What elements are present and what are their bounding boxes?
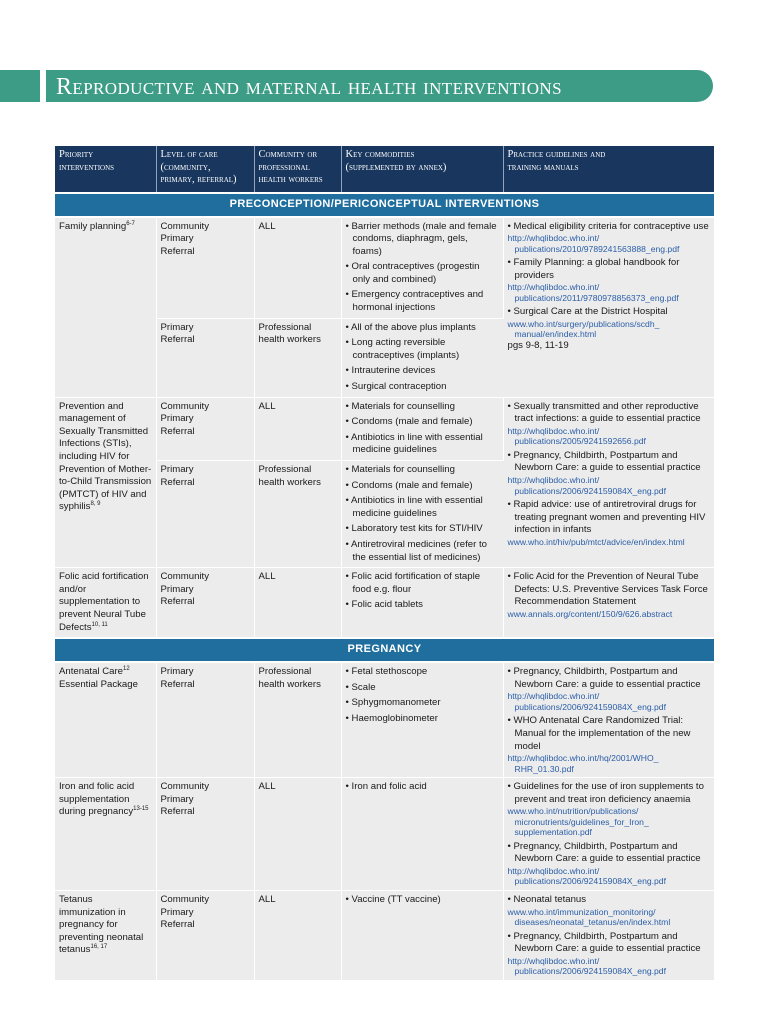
commodity-text: Folic acid tablets [351, 599, 423, 611]
header-practice-guidelines [503, 146, 714, 193]
intervention-name: Tetanus immunization in pregnancy for preventing neonatal tetanus [59, 893, 144, 956]
table-row [55, 397, 714, 460]
health-workers-cell: Professional health workers [254, 662, 341, 777]
bullet-dot: • [345, 289, 352, 301]
guideline-link[interactable]: http://whqlibdoc.who.int/ publications/2006/924159084X_eng.pdf [507, 865, 666, 887]
level-of-care: Community [160, 220, 210, 232]
level-of-care: Referral [160, 806, 195, 818]
level-of-care: Primary [160, 906, 194, 918]
commodity-text: Condoms (male and female) [351, 479, 473, 491]
guideline-item [508, 257, 711, 303]
commodities-cell [341, 890, 503, 980]
level-of-care: Referral [160, 476, 195, 488]
intervention-cell [55, 778, 156, 891]
commodity-item [346, 381, 500, 394]
health-workers-cell: ALL [254, 890, 341, 980]
commodity-item [346, 666, 499, 679]
commodity-text: Antiretroviral medicines (refer to the essential list of medicines) [351, 538, 487, 563]
header-line: interventions [59, 161, 115, 173]
guideline-item [508, 931, 711, 977]
header-line: Priority [59, 149, 94, 160]
table-header [55, 146, 714, 193]
guidelines-cell [503, 890, 714, 980]
bullet-dot: • [345, 416, 352, 428]
commodity-text: Fetal stethoscope [351, 666, 428, 678]
commodity-item [346, 894, 499, 907]
header-line: (community, [160, 161, 211, 173]
intervention-name: Iron and folic acid supplementation during pregnancy [59, 781, 135, 818]
bullet-dot: • [345, 479, 352, 491]
footnote-ref: 6-7 [126, 220, 135, 227]
health-workers-cell: Professional health workers [254, 461, 341, 568]
header-line: (supplemented by annex) [345, 161, 447, 173]
guideline-item [508, 401, 711, 447]
commodity-text: Surgical contraception [351, 381, 447, 393]
header-line: Level of care [160, 149, 218, 160]
guideline-pages: pgs 9-8, 11-19 [507, 339, 569, 351]
guideline-text: WHO Antenatal Care Randomized Trial: Manual for the implementation of the new model [513, 715, 691, 752]
bullet-dot: • [507, 715, 514, 727]
commodity-item [346, 697, 499, 710]
commodity-text: Antibiotics in line with essential medicine guidelines [351, 431, 483, 456]
health-workers-cell: Professional health workers [254, 318, 341, 397]
guideline-link[interactable]: www.who.int/surgery/publications/scdh_ manual/en/index.html [507, 318, 660, 340]
commodity-item [346, 322, 500, 335]
commodity-text: Folic acid fortification of staple food e.g. flour [351, 571, 481, 595]
level-of-care-cell [156, 568, 254, 638]
table-body [55, 193, 714, 981]
commodity-text: Oral contraceptives (progestin only and combined) [351, 261, 480, 285]
commodity-text: Materials for counselling [351, 464, 455, 475]
guideline-item [508, 499, 711, 547]
guideline-link[interactable]: http://whqlibdoc.who.int/ publications/2005/9241592656.pdf [507, 425, 646, 447]
commodity-text: Scale [351, 681, 376, 693]
bullet-dot: • [345, 220, 352, 232]
level-of-care: Primary [160, 793, 194, 805]
commodity-item [346, 401, 499, 414]
intervention-name: Prevention and management of Sexually Transmitted Infections (STIs), including HIV for Prevention of Mother-to-Child Transmission (PMTCT) of HIV and syphilis [59, 400, 152, 513]
guideline-text: Pregnancy, Childbirth, Postpartum and Newborn Care: a guide to essential practice [513, 930, 701, 955]
commodities-cell [341, 217, 503, 319]
intervention-name-line2: Essential Package [59, 678, 138, 690]
level-of-care: Community [160, 400, 210, 412]
intervention-cell [55, 397, 156, 568]
bullet-dot: • [345, 400, 352, 412]
commodity-item [346, 261, 499, 286]
commodity-text: Long acting reversible contraceptives (implants) [351, 337, 460, 361]
commodity-item [346, 464, 500, 477]
level-of-care: Primary [160, 666, 194, 678]
header-line: Community or [258, 149, 318, 160]
commodity-item [346, 480, 500, 493]
guideline-item [508, 306, 711, 352]
bullet-dot: • [507, 840, 514, 852]
bullet-dot: • [345, 538, 351, 550]
bullet-dot: • [507, 893, 514, 905]
header-row [55, 146, 714, 193]
guideline-link[interactable]: http://whqlibdoc.who.int/hq/2001/WHO_ RHR_01.30.pdf [507, 753, 659, 774]
guideline-text: Pregnancy, Childbirth, Postpartum and Newborn Care: a guide to essential practice [513, 840, 701, 865]
commodity-item [346, 682, 499, 695]
guideline-text: Pregnancy, Childbirth, Postpartum and Newborn Care: a guide to essential practice [513, 666, 701, 690]
guideline-text: Pregnancy, Childbirth, Postpartum and Newborn Care: a guide to essential practice [513, 449, 701, 474]
guidelines-cell [503, 217, 714, 398]
level-of-care: Primary [160, 413, 194, 425]
commodity-text: Vaccine (TT vaccine) [351, 893, 441, 905]
health-workers-cell: ALL [254, 778, 341, 891]
bullet-dot: • [345, 431, 351, 443]
guideline-link[interactable]: www.annals.org/content/150/9/626.abstract [507, 608, 673, 619]
page-title: Reproductive and maternal health interventions [56, 74, 562, 100]
level-of-care: Referral [160, 596, 195, 608]
table-row [55, 662, 714, 777]
bullet-dot: • [345, 381, 352, 393]
level-of-care-cell [156, 778, 254, 891]
title-band-notch [40, 70, 46, 102]
header-line: Practice guidelines and [507, 149, 606, 160]
table-row [55, 890, 714, 980]
guideline-item [508, 221, 711, 255]
table-row [55, 568, 714, 638]
intervention-name: Antenatal Care [59, 666, 123, 678]
bullet-dot: • [507, 220, 514, 232]
intervention-cell [55, 662, 156, 777]
commodities-cell [341, 461, 503, 568]
level-of-care: Primary [160, 464, 194, 475]
level-of-care-cell [156, 890, 254, 980]
footnote-ref: 12 [123, 665, 130, 672]
bullet-dot: • [345, 365, 352, 377]
intervention-cell [55, 217, 156, 398]
section-row [55, 193, 714, 217]
commodity-item [346, 289, 499, 314]
guideline-item [508, 450, 711, 496]
commodities-cell [341, 778, 503, 891]
header-line: health workers [258, 174, 323, 185]
commodity-item [346, 432, 499, 457]
commodity-text: Antibiotics in line with essential medicine guidelines [351, 495, 483, 519]
section-title: PREGNANCY [55, 638, 714, 662]
level-of-care-cell [156, 461, 254, 568]
bullet-dot: • [345, 681, 352, 693]
intervention-cell [55, 890, 156, 980]
level-of-care: Community [160, 781, 210, 793]
bullet-dot: • [345, 261, 352, 273]
commodity-item [346, 221, 499, 259]
commodity-text: Barrier methods (male and female condoms, diaphragm, gels, foams) [351, 220, 497, 257]
level-of-care-cell [156, 217, 254, 319]
commodity-text: Laboratory test kits for STI/HIV [351, 523, 483, 535]
guideline-text: Surgical Care at the District Hospital [513, 306, 668, 318]
commodity-item [346, 571, 499, 596]
header-health-workers [254, 146, 341, 193]
bullet-dot: • [507, 499, 514, 510]
commodities-cell [341, 397, 503, 460]
header-line: Key commodities [345, 149, 415, 160]
guideline-text: Rapid advice: use of antiretroviral drugs for treating pregnant women and preventing HIV infection in infants [513, 499, 706, 536]
guideline-text: Sexually transmitted and other reproductive tract infections: a guide to essential practice [513, 400, 701, 425]
guideline-link[interactable]: http://whqlibdoc.who.int/ publications/2006/924159084X_eng.pdf [507, 955, 666, 977]
header-line: training manuals [507, 161, 579, 173]
footnote-ref: 8, 9 [90, 501, 101, 508]
bullet-dot: • [345, 893, 352, 905]
bullet-dot: • [345, 781, 352, 793]
guideline-link[interactable]: http://whqlibdoc.who.int/ publications/2010/9789241563888_eng.pdf [507, 233, 680, 254]
guideline-item [508, 715, 711, 774]
commodity-item [346, 495, 500, 520]
bullet-dot: • [507, 306, 514, 318]
health-workers-cell: ALL [254, 568, 341, 638]
bullet-dot: • [507, 666, 514, 678]
guideline-text: Guidelines for the use of iron supplements to prevent and treat iron deficiency anaemia [513, 781, 704, 805]
bullet-dot: • [507, 781, 514, 793]
intervention-name: Folic acid fortification and/or supplementation to prevent Neural Tube Defects [59, 571, 149, 633]
level-of-care: Referral [160, 334, 195, 346]
guideline-item [508, 571, 711, 619]
health-workers-cell: ALL [254, 397, 341, 460]
level-of-care: Community [160, 893, 210, 905]
guideline-link[interactable]: www.who.int/nutrition/publications/ micronutrients/guidelines_for_Iron_ supplementation.pdf [507, 806, 649, 838]
commodity-text: Emergency contraceptives and hormonal injections [351, 289, 484, 314]
guideline-item [508, 666, 711, 712]
commodity-text: Materials for counselling [351, 400, 455, 412]
header-level-of-care [156, 146, 254, 193]
level-of-care: Referral [160, 678, 195, 690]
bullet-dot: • [345, 321, 351, 333]
intervention-cell [55, 568, 156, 638]
level-of-care-cell [156, 318, 254, 397]
table-row [55, 778, 714, 891]
footnote-ref: 16, 17 [90, 944, 108, 951]
section-title: PRECONCEPTION/PERICONCEPTUAL INTERVENTIONS [55, 193, 714, 217]
commodity-item [346, 523, 500, 536]
commodity-text: Condoms (male and female) [351, 416, 473, 428]
commodity-item [346, 337, 500, 362]
bullet-dot: • [507, 400, 514, 412]
commodity-text: All of the above plus implants [351, 321, 476, 333]
commodity-text: Haemoglobinometer [351, 712, 438, 724]
commodity-text: Intrauterine devices [351, 365, 436, 377]
commodities-cell [341, 662, 503, 777]
bullet-dot: • [345, 337, 352, 349]
level-of-care-cell [156, 662, 254, 777]
guideline-item [508, 841, 711, 887]
commodities-cell [341, 318, 503, 397]
guideline-link[interactable]: www.who.int/immunization_monitoring/ diseases/neonatal_tetanus/en/index.html [507, 906, 671, 928]
commodities-cell [341, 568, 503, 638]
bullet-dot: • [345, 523, 352, 535]
bullet-dot: • [507, 257, 514, 269]
interventions-table [55, 146, 714, 981]
guidelines-cell [503, 778, 714, 891]
bullet-dot: • [345, 599, 352, 611]
bullet-dot: • [345, 464, 352, 475]
header-key-commodities [341, 146, 503, 193]
health-workers-cell: ALL [254, 217, 341, 319]
guideline-link[interactable]: http://whqlibdoc.who.int/ publications/2006/924159084X_eng.pdf [507, 691, 666, 712]
guideline-link[interactable]: http://whqlibdoc.who.int/ publications/2011/9780978856373_eng.pdf [507, 282, 679, 303]
guideline-link[interactable]: www.who.int/hiv/pub/mtct/advice/en/index.html [507, 536, 685, 547]
guideline-text: Neonatal tetanus [513, 893, 587, 905]
guidelines-cell [503, 568, 714, 638]
bullet-dot: • [345, 495, 351, 507]
bullet-dot: • [345, 571, 352, 583]
header-priority-interventions [55, 146, 156, 193]
level-of-care: Referral [160, 919, 195, 931]
header-line: professional [258, 161, 310, 173]
bullet-dot: • [507, 571, 514, 583]
footnote-ref: 10, 11 [91, 621, 108, 628]
bullet-dot: • [345, 697, 352, 709]
commodity-item [346, 713, 499, 726]
guideline-text: Medical eligibility criteria for contraceptive use [513, 220, 709, 232]
commodity-item [346, 539, 500, 564]
bullet-dot: • [345, 712, 352, 724]
guideline-text: Folic Acid for the Prevention of Neural Tube Defects: U.S. Preventive Services Task Force Recommendation Statement [513, 571, 708, 608]
guideline-text: Family Planning: a global handbook for providers [513, 257, 680, 281]
guidelines-cell [503, 397, 714, 568]
bullet-dot: • [507, 930, 514, 942]
level-of-care: Primary [160, 321, 194, 333]
level-of-care: Primary [160, 233, 194, 245]
level-of-care-cell [156, 397, 254, 460]
guideline-item [508, 894, 711, 928]
intervention-name: Family planning [59, 220, 127, 232]
bullet-dot: • [507, 449, 514, 461]
level-of-care: Community [160, 571, 210, 583]
commodity-text: Iron and folic acid [351, 781, 427, 793]
section-row [55, 638, 714, 662]
commodity-item [346, 599, 499, 612]
bullet-dot: • [345, 666, 352, 678]
level-of-care: Primary [160, 583, 194, 595]
commodity-item [346, 781, 499, 794]
header-line: primary, referral) [160, 174, 237, 185]
level-of-care: Referral [160, 245, 195, 257]
guideline-item [508, 781, 711, 838]
commodity-item [346, 365, 500, 378]
guidelines-cell [503, 662, 714, 777]
commodity-text: Sphygmomanometer [351, 697, 441, 709]
footnote-ref: 13-15 [133, 806, 149, 813]
table-row [55, 217, 714, 319]
level-of-care: Referral [160, 425, 195, 437]
guideline-link[interactable]: http://whqlibdoc.who.int/ publications/2006/924159084X_eng.pdf [507, 475, 666, 496]
commodity-item [346, 416, 499, 429]
